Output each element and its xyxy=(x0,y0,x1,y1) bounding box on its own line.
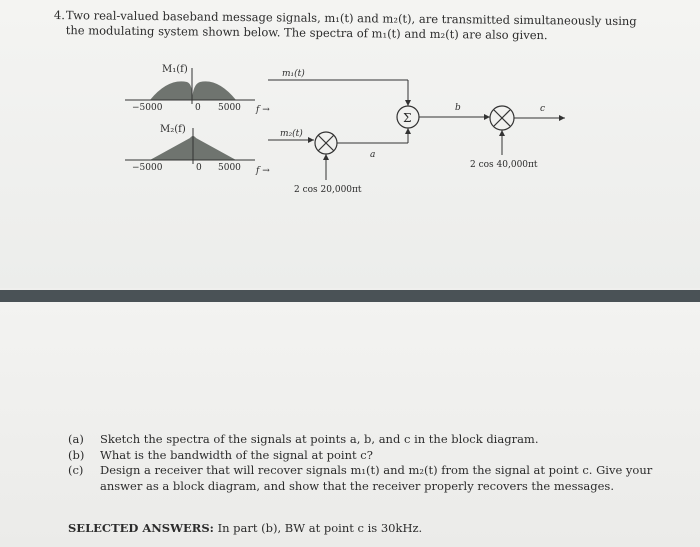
summer-symbol: Σ xyxy=(403,111,412,125)
m1-signal-label: m₁(t) xyxy=(282,69,305,79)
page-lower-region xyxy=(0,302,700,547)
m1-arrowhead xyxy=(405,100,411,106)
selected-answers xyxy=(68,521,422,535)
part-a-tag: (a) xyxy=(68,432,84,446)
part-b xyxy=(68,448,658,464)
carrier1-label: 2 cos 20,000πt xyxy=(294,185,362,195)
point-c-label: c xyxy=(540,104,546,114)
m1-left-hump xyxy=(150,81,192,100)
carrier2-label: 2 cos 40,000πt xyxy=(470,160,538,170)
m1-tick-left: −5000 xyxy=(132,103,163,113)
point-a-label: a xyxy=(370,150,376,160)
point-c-arrowhead xyxy=(559,115,565,121)
part-b-text: What is the bandwidth of the signal at point c? xyxy=(100,447,373,462)
point-b-label: b xyxy=(455,103,461,113)
selected-answers-text: In part (b), BW at point c is 30kHz. xyxy=(217,521,423,535)
selected-answers-label: SELECTED ANSWERS: xyxy=(68,521,214,535)
m2-tick-left: −5000 xyxy=(132,163,163,173)
summer-block xyxy=(397,106,419,128)
m2-axis-label: f → xyxy=(256,166,270,176)
part-c-text: Design a receiver that will recover signals m₁(t) and m₂(t) from the signal at point c. Give your answer as a block diagram, and show that the receiver properly recovers the messages. xyxy=(100,463,653,493)
part-b-tag: (b) xyxy=(68,447,85,462)
page-divider-bar xyxy=(0,290,700,302)
spectrum-m2 xyxy=(125,124,270,176)
part-a-text: Sketch the spectra of the signals at points a, b, and c in the block diagram. xyxy=(100,432,539,446)
question-parts-list xyxy=(68,432,658,494)
problem-number: 4. xyxy=(53,8,65,23)
m1-tick-right: 5000 xyxy=(218,103,241,113)
problem-text: Two real-valued baseband message signals, m₁(t) and m₂(t), are transmitted simultaneously using the modulating system shown below. The spectra of m₁(t) and m₂(t) are also given. xyxy=(65,8,637,43)
mixer-2 xyxy=(490,106,514,130)
part-c xyxy=(68,463,658,494)
m2-spectrum-label: M₂(f) xyxy=(160,124,186,135)
m1-tick-zero: 0 xyxy=(195,103,201,113)
m2-signal-label: m₂(t) xyxy=(280,129,303,139)
m2-arrowhead xyxy=(308,137,314,143)
mixer-1 xyxy=(315,132,337,154)
part-a xyxy=(68,432,658,448)
point-b-arrowhead xyxy=(484,114,490,120)
part-c-tag: (c) xyxy=(68,463,84,477)
m2-tick-right: 5000 xyxy=(218,163,241,173)
spectrum-m1 xyxy=(125,64,270,115)
carrier2-arrowhead xyxy=(499,130,505,136)
carrier1-arrowhead xyxy=(323,154,329,160)
m1-right-hump xyxy=(192,81,236,100)
point-a-arrowhead xyxy=(405,128,411,134)
m1-axis-label: f → xyxy=(256,105,270,115)
m1-spectrum-label: M₁(f) xyxy=(162,64,188,75)
m2-tick-zero: 0 xyxy=(196,163,202,173)
